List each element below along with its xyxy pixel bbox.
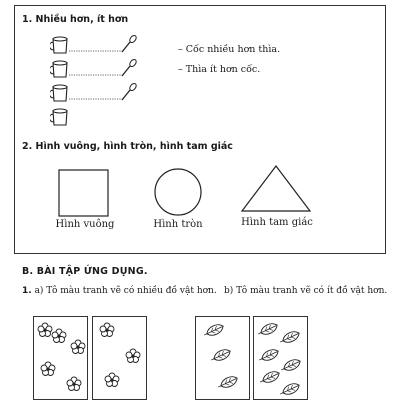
leaf-icon bbox=[209, 347, 232, 364]
part1-heading: 1. Nhiều hơn, ít hơn bbox=[22, 14, 129, 25]
flower-icon bbox=[126, 349, 140, 363]
flower-icon bbox=[100, 323, 114, 337]
task-number: 1. bbox=[22, 286, 32, 296]
task-a-text: a) Tô màu tranh vẽ có nhiều đồ vật hơn. bbox=[34, 286, 217, 296]
flower-icon bbox=[41, 362, 55, 376]
flower-icon bbox=[105, 373, 119, 387]
statement-more: – Cốc nhiều hơn thìa. bbox=[178, 44, 281, 55]
square-label: Hình vuông bbox=[55, 219, 115, 230]
leaf-icon bbox=[257, 347, 280, 364]
circle-label: Hình tròn bbox=[153, 219, 203, 230]
leaf-icon bbox=[256, 321, 279, 338]
leaf-icon bbox=[202, 322, 225, 339]
task-b-text: b) Tô màu tranh vẽ có ít đồ vật hơn. bbox=[224, 286, 388, 296]
square-shape bbox=[59, 170, 108, 216]
triangle-shape bbox=[242, 166, 310, 211]
flower-card-left[interactable] bbox=[33, 316, 88, 400]
section-b-title: B. BÀI TẬP ỨNG DỤNG. bbox=[22, 266, 148, 277]
statement-less: – Thìa ít hơn cốc. bbox=[178, 64, 261, 75]
flower-card-right[interactable] bbox=[92, 316, 147, 400]
leaf-icon bbox=[216, 374, 239, 391]
leaf-icon bbox=[258, 369, 281, 386]
circle-shape bbox=[155, 169, 201, 215]
flower-icon bbox=[67, 377, 81, 391]
flower-icon bbox=[52, 329, 66, 343]
leaf-icon bbox=[279, 357, 302, 374]
leaf-icon bbox=[278, 381, 301, 398]
task-a bbox=[22, 286, 217, 296]
flower-icon bbox=[71, 340, 85, 354]
triangle-label: Hình tam giác bbox=[241, 217, 313, 228]
leaf-card-left[interactable] bbox=[195, 316, 250, 400]
leaf-icon bbox=[278, 329, 301, 346]
leaf-card-right[interactable] bbox=[253, 316, 308, 400]
flower-icon bbox=[38, 323, 52, 337]
part2-heading: 2. Hình vuông, hình tròn, hình tam giác bbox=[22, 141, 233, 152]
